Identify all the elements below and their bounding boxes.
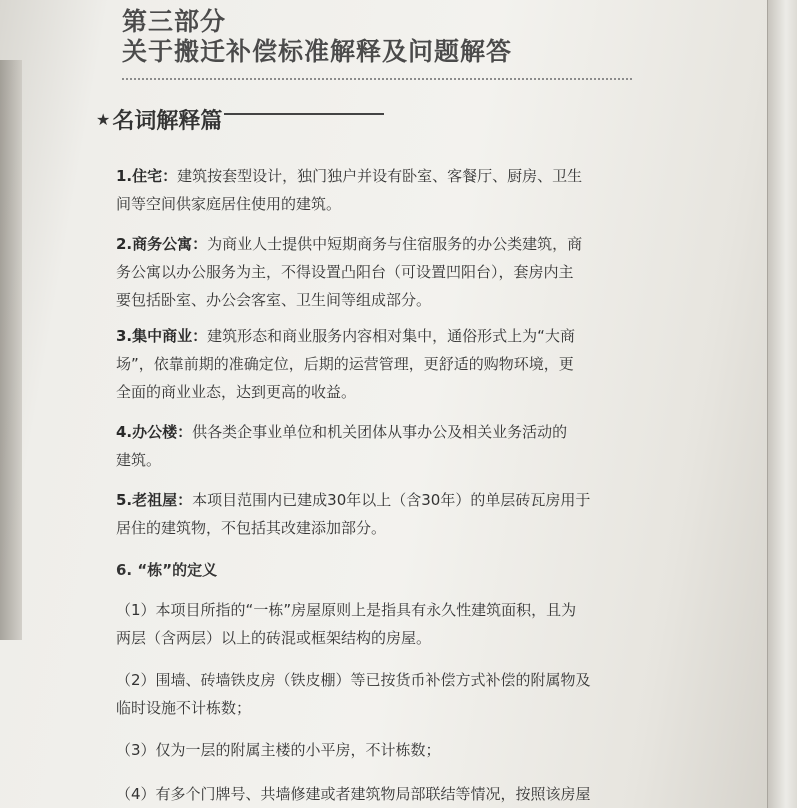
definition-num: 4. xyxy=(116,423,133,441)
section-title: 名词解释篇 xyxy=(112,109,223,134)
star-icon: ★ xyxy=(96,110,111,129)
definition-colon: ： xyxy=(162,167,178,185)
definition-line xyxy=(116,486,636,514)
definition-text: 建筑形态和商业服务内容相对集中，通俗形式上为“大商 xyxy=(207,327,575,345)
page-binding-shadow xyxy=(0,60,22,640)
definition-num: 3. xyxy=(116,327,133,345)
definition-colon: ： xyxy=(192,327,208,345)
page-title: 关于搬迁补偿标准解释及问题解答 xyxy=(122,37,513,66)
item-6-sub-3 xyxy=(116,736,656,764)
definition-line xyxy=(116,230,636,258)
definition-line: 间等空间供家庭居住使用的建筑。 xyxy=(116,195,342,213)
sub-line: （1）本项目所指的“一栋”房屋原则上是指具有永久性建筑面积，且为 xyxy=(116,601,577,619)
definition-term: 商务公寓 xyxy=(132,235,193,253)
definition-1 xyxy=(116,162,636,218)
definition-line: 场”，依靠前期的准确定位，后期的运营管理，更舒适的购物环境，更 xyxy=(116,355,574,373)
sub-line: 临时设施不计栋数； xyxy=(116,699,252,717)
definition-line: 要包括卧室、办公会客室、卫生间等组成部分。 xyxy=(116,291,432,309)
definition-text: 本项目范围内已建成30年以上（含30年）的单层砖瓦房用于 xyxy=(192,491,591,509)
definition-text: 供各类企事业单位和机关团体从事办公及相关业务活动的 xyxy=(192,423,568,441)
part-heading: 第三部分 xyxy=(122,7,227,36)
definition-5 xyxy=(116,486,636,542)
definition-colon: ： xyxy=(192,235,208,253)
sub-line: （2）围墙、砖墙铁皮房（铁皮棚）等已按货币补偿方式补偿的附属物及 xyxy=(116,671,591,689)
definition-text: 建筑按套型设计，独门独户并设有卧室、客餐厅、厨房、卫生 xyxy=(177,167,583,185)
definition-line: 全面的商业业态，达到更高的收益。 xyxy=(116,383,357,401)
definition-2 xyxy=(116,230,636,314)
section-rule xyxy=(224,113,384,115)
definition-line xyxy=(116,162,636,190)
definition-line: 居住的建筑物，不包括其改建添加部分。 xyxy=(116,519,387,537)
dotted-divider xyxy=(122,78,632,80)
definition-colon: ： xyxy=(177,491,193,509)
definition-term: 老祖屋 xyxy=(132,491,178,509)
definition-line: 建筑。 xyxy=(116,451,162,469)
section-heading xyxy=(96,104,384,135)
item-6-sub-4 xyxy=(116,780,656,808)
definition-4 xyxy=(116,418,636,474)
item-6-sub-1 xyxy=(116,596,656,652)
definition-text: 为商业人士提供中短期商务与住宿服务的办公类建筑，商 xyxy=(207,235,583,253)
definition-line xyxy=(116,322,636,350)
definition-line: 务公寓以办公服务为主，不得设置凸阳台（可设置凹阳台），套房内主 xyxy=(116,263,574,281)
definition-num: 2. xyxy=(116,235,133,253)
item-6-heading: 6. “栋”的定义 xyxy=(116,561,218,579)
sub-line: （4）有多个门牌号、共墙修建或者建筑物局部联结等情况，按照该房屋 xyxy=(116,785,591,803)
definition-num: 1. xyxy=(116,167,133,185)
sub-line: 两层（含两层）以上的砖混或框架结构的房屋。 xyxy=(116,629,432,647)
definition-colon: ： xyxy=(177,423,193,441)
definition-term: 住宅 xyxy=(132,167,163,185)
definition-num: 5. xyxy=(116,491,133,509)
adjacent-page-edge xyxy=(767,0,797,808)
definition-3 xyxy=(116,322,636,406)
definition-line xyxy=(116,418,636,446)
item-6-sub-2 xyxy=(116,666,656,722)
definition-term: 办公楼 xyxy=(132,423,178,441)
sub-line: （3）仅为一层的附属主楼的小平房，不计栋数； xyxy=(116,741,441,759)
definition-term: 集中商业 xyxy=(132,327,193,345)
